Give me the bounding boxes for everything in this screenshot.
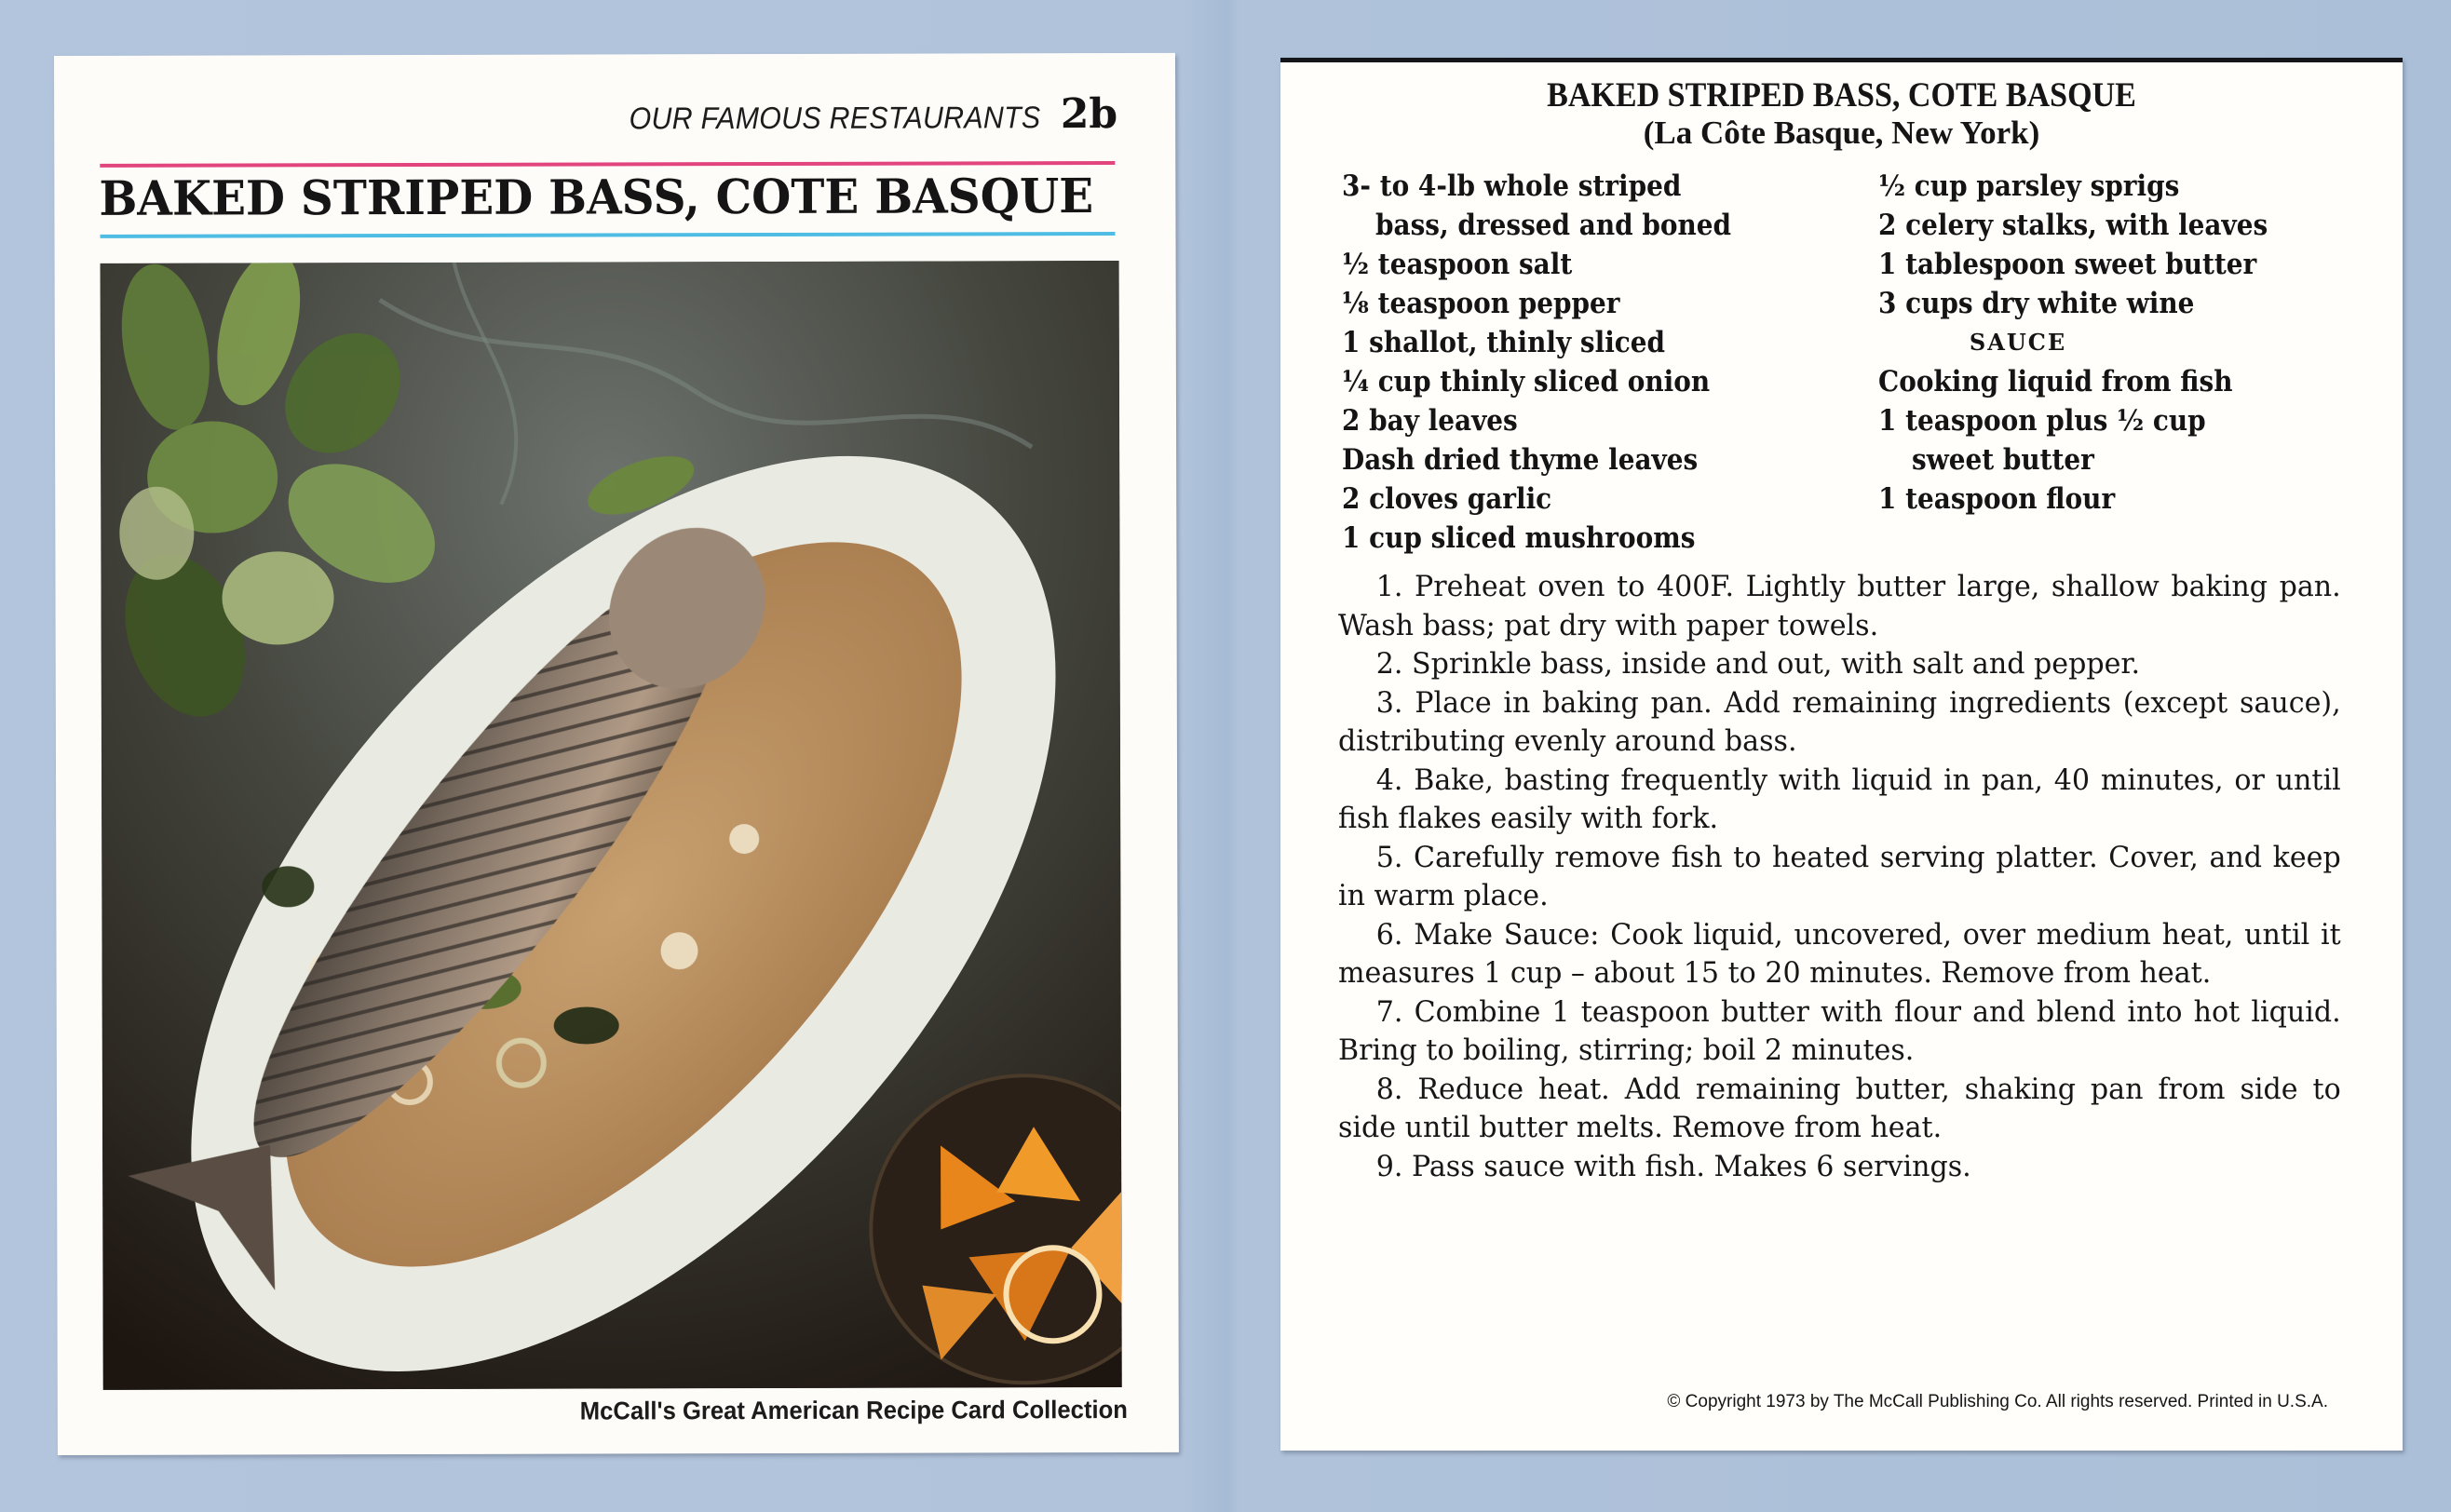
fish-platter-illustration [101,261,1122,1390]
instruction-step: 2. Sprinkle bass, inside and out, with salt and pepper. [1375,647,2141,681]
front-title: BAKED STRIPED BASS, COTE BASQUE [99,169,1094,227]
instruction-step: 3. Place in baking pan. Add remaining ingredients (except sauce), distributing evenly around bass. [1338,685,2341,758]
sauce-ingredient-item: Cooking liquid from fish [1878,365,2233,398]
ingredients-left-column [1342,167,1774,558]
pink-divider [100,161,1115,168]
ingredient-item: ½ cup parsley sprigs [1878,169,2180,203]
recipe-title: BAKED STRIPED BASS, COTE BASQUE [1547,76,2136,115]
ingredient-item: 3- to 4-lb whole striped [1342,169,1682,203]
instruction-step: 6. Make Sauce: Cook liquid, uncovered, over medium heat, until it measures 1 cup – about 15 to 20 minutes. Remove from heat. [1338,917,2341,990]
sauce-ingredient-item: 1 teaspoon flour [1878,482,2116,516]
ingredient-item: 2 celery stalks, with leaves [1878,209,2268,242]
recipe-card-front [54,53,1179,1455]
copyright-notice: © Copyright 1973 by The McCall Publishing Co. All rights reserved. Printed in U.S.A. [1667,1392,2328,1411]
ingredients-right-column [1878,167,2311,519]
restaurant-subtitle: (La Côte Basque, New York) [1643,115,2040,151]
instructions [1338,568,2340,1186]
collection-caption: McCall's Great American Recipe Card Collection [579,1395,1128,1425]
sauce-heading: SAUCE [1969,329,2067,356]
sauce-ingredient-item: 1 teaspoon plus ½ cup [1878,404,2206,438]
instruction-step: 8. Reduce heat. Add remaining butter, shaking pan from side to side until butter melts. Remove from heat. [1338,1072,2341,1144]
instruction-step: 5. Carefully remove fish to heated serving platter. Cover, and keep in warm place. [1338,840,2341,912]
ingredient-item: ⅛ teaspoon pepper [1342,287,1620,320]
ingredient-item: 2 cloves garlic [1342,482,1552,516]
instruction-step: 1. Preheat oven to 400F. Lightly butter large, shallow baking pan. Wash bass; pat dry with paper towels. [1338,570,2341,642]
series-label: OUR FAMOUS RESTAURANTS [629,100,1041,136]
ingredient-item: 1 shallot, thinly sliced [1342,326,1666,359]
ingredient-item: 1 cup sliced mushrooms [1342,521,1696,555]
ingredient-item: ½ teaspoon salt [1342,248,1573,281]
card-number: 2b [1060,90,1118,139]
dish-photo [101,261,1122,1390]
ingredient-item: ¼ cup thinly sliced onion [1342,365,1711,398]
ingredient-item: 1 tablespoon sweet butter [1878,248,2257,281]
instruction-step: 7. Combine 1 teaspoon butter with flour and blend into hot liquid. Bring to boiling, stirring; boil 2 minutes. [1338,994,2341,1067]
sauce-ingredient-item: sweet butter [1912,443,2094,477]
blue-divider [101,232,1116,238]
ingredient-item: bass, dressed and boned [1375,209,1732,242]
ingredient-item: 3 cups dry white wine [1878,287,2195,320]
instruction-step: 4. Bake, basting frequently with liquid in pan, 40 minutes, or until fish flakes easily with fork. [1338,763,2341,835]
ingredient-item: Dash dried thyme leaves [1342,443,1699,477]
ingredient-item: 2 bay leaves [1342,404,1518,438]
instruction-step: 9. Pass sauce with fish. Makes 6 servings. [1375,1149,1971,1183]
recipe-card-back [1280,58,2403,1451]
